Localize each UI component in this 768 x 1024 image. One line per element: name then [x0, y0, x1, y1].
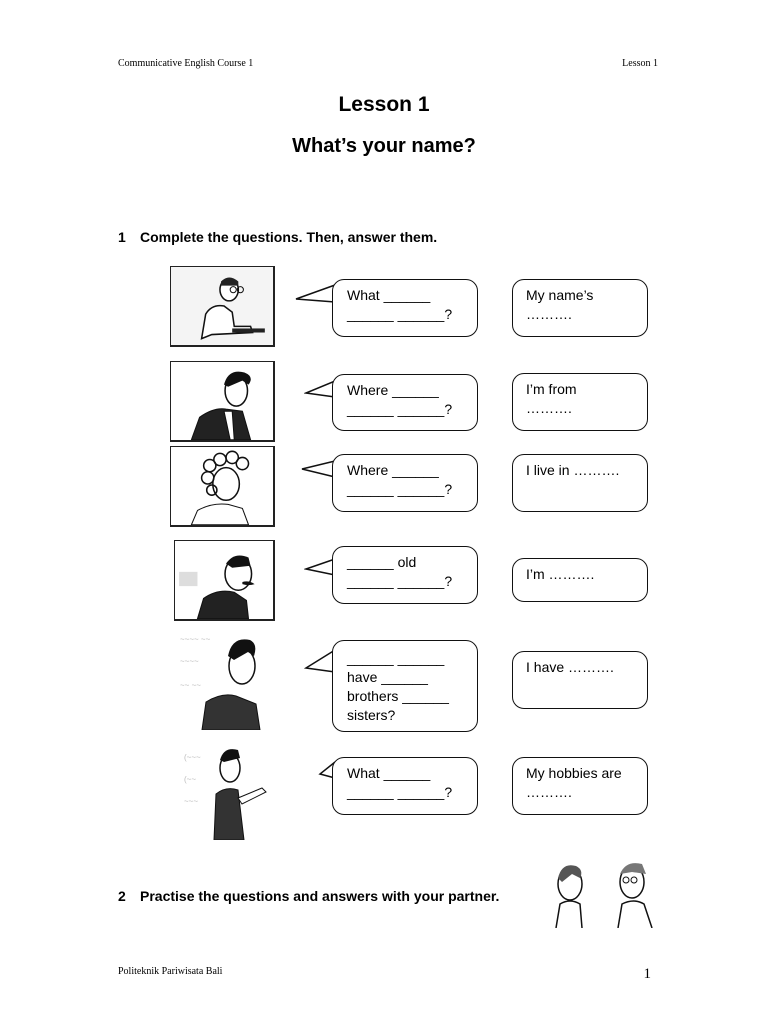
answer-line: I’m ……….	[526, 566, 595, 582]
answer-line: ……….	[526, 400, 572, 416]
answer-line: My hobbies are	[526, 765, 622, 781]
running-header-course: Communicative English Course 1	[118, 58, 254, 69]
running-header-lesson: Lesson 1	[622, 58, 658, 69]
question-line: ______ ______?	[347, 784, 453, 800]
conversation-couple-icon	[546, 854, 664, 928]
question-bubble	[332, 374, 478, 431]
svg-text:(~~~: (~~~	[184, 753, 201, 762]
svg-text:(~~: (~~	[184, 775, 197, 784]
question-line: have ______	[347, 669, 428, 685]
answer-box	[512, 558, 648, 602]
answer-box	[512, 279, 648, 337]
answer-line: I’m from	[526, 381, 577, 397]
exercise-2-instruction	[118, 888, 499, 904]
speech-bubble-tail	[300, 459, 336, 481]
mustached-man-icon	[174, 540, 275, 621]
answer-line: ……….	[526, 784, 572, 800]
lesson-subtitle: What’s your name?	[292, 135, 476, 157]
answer-box	[512, 757, 648, 815]
question-line: ______ ______?	[347, 573, 453, 589]
question-bubble	[332, 640, 478, 732]
man-at-desk-icon	[170, 266, 275, 347]
answer-line: ……….	[526, 306, 572, 322]
question-bubble	[332, 757, 478, 815]
question-bubble	[332, 454, 478, 512]
question-bubble	[332, 279, 478, 337]
man-pointing-icon	[182, 742, 272, 840]
question-line: ______ old	[347, 554, 417, 570]
svg-text:~~~: ~~~	[184, 797, 199, 806]
question-line: ______ ______?	[347, 306, 453, 322]
exercise-number: 1	[118, 229, 126, 245]
question-line: sisters?	[347, 707, 396, 723]
answer-box	[512, 373, 648, 431]
question-line: ______ ______?	[347, 401, 453, 417]
page-number: 1	[643, 966, 651, 982]
svg-text:~~ ~~: ~~ ~~	[180, 681, 201, 690]
question-line: brothers ______	[347, 688, 449, 704]
question-line: Where ______	[347, 462, 439, 478]
lesson-title: Lesson 1	[338, 93, 430, 116]
answer-box	[512, 454, 648, 512]
curly-haired-woman-icon	[170, 446, 275, 527]
svg-text:~~~~ ~~: ~~~~ ~~	[180, 635, 211, 644]
answer-line: My name’s	[526, 287, 594, 303]
question-line: ______ ______?	[347, 481, 453, 497]
answer-box	[512, 651, 648, 709]
young-man-icon	[178, 630, 272, 730]
exercise-1-instruction	[118, 229, 437, 245]
question-line: What ______	[347, 765, 431, 781]
svg-text:~~~~: ~~~~	[180, 657, 199, 666]
exercise-number: 2	[118, 888, 126, 904]
footer-institution: Politeknik Pariwisata Bali	[118, 966, 223, 977]
speech-bubble-tail	[294, 283, 336, 305]
exercise-text: Complete the questions. Then, answer them.	[140, 229, 438, 245]
question-bubble	[332, 546, 478, 604]
answer-line: I live in ……….	[526, 462, 620, 478]
question-line: What ______	[347, 287, 431, 303]
question-line: Where ______	[347, 382, 439, 398]
question-line: ______ ______	[347, 650, 445, 666]
exercise-text: Practise the questions and answers with your partner.	[140, 888, 500, 904]
man-with-tie-icon	[170, 361, 275, 442]
answer-line: I have ……….	[526, 659, 614, 675]
